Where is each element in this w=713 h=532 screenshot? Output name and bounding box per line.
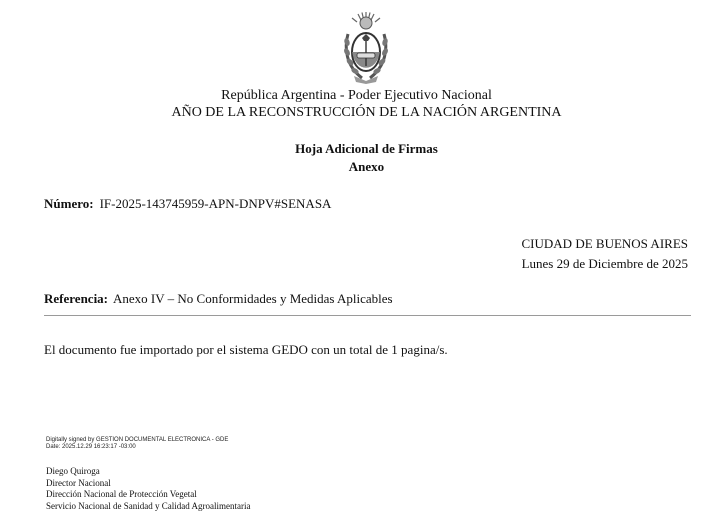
document-reference-label: Referencia: [44,291,109,306]
document-reference [44,291,393,307]
document-number-label: Número: [44,196,94,211]
document-number [44,196,331,212]
digital-signature-date: Date: 2025.12.29 16:23:17 -03:00 [46,444,136,450]
signer-block [46,466,250,512]
signer-organization: Servicio Nacional de Sanidad y Calidad Agroalimentaria [46,500,251,511]
digital-signature-signer: Digitally signed by GESTION DOCUMENTAL ELECTRONICA - GDE [46,437,229,443]
header-year-motto: AÑO DE LA RECONSTRUCCIÓN DE LA NACIÓN ARGENTINA [171,105,562,120]
document-number-value: IF-2025-143745959-APN-DNPV#SENASA [99,196,332,211]
document-reference-value: Anexo IV – No Conformidades y Medidas Aplicables [113,291,393,306]
signer-department: Dirección Nacional de Protección Vegetal [46,489,197,499]
document-title: Hoja Adicional de Firmas [295,141,438,156]
document-city: CIUDAD DE BUENOS AIRES [521,236,688,251]
signer-role: Director Nacional [46,477,111,488]
document-body: El documento fue importado por el sistema GEDO con un total de 1 pagina/s. [44,342,448,357]
signer-name: Diego Quiroga [46,466,100,476]
digital-signature-stamp [46,437,228,451]
document-subtitle: Anexo [348,159,385,174]
document-date: Lunes 29 de Diciembre de 2025 [521,256,688,271]
divider [44,315,691,316]
coat-of-arms-icon [340,10,392,84]
header-government: República Argentina - Poder Ejecutivo Nacional [221,88,492,103]
